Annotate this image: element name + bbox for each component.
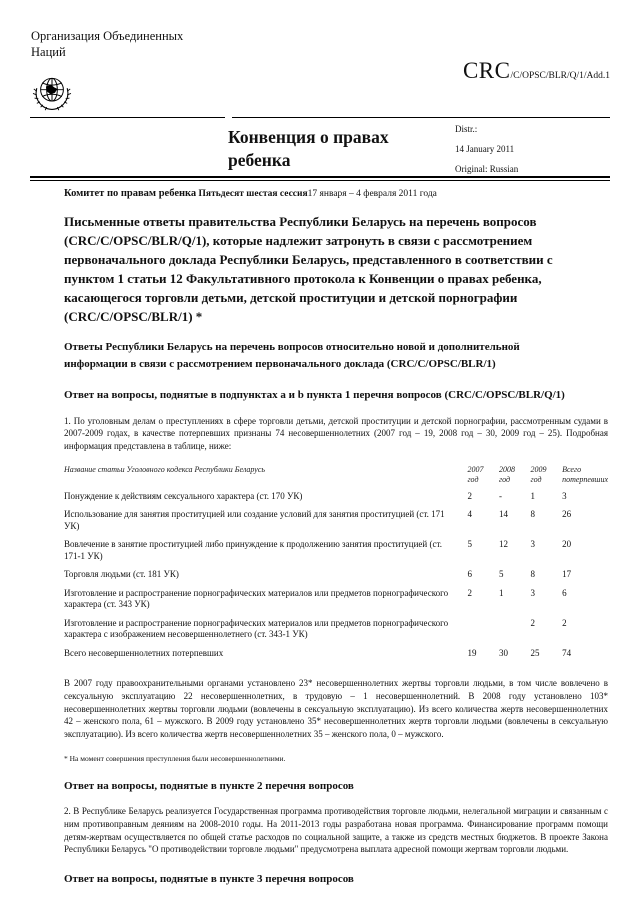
total-cell: 3 bbox=[562, 490, 567, 501]
header-rule-left bbox=[30, 117, 225, 118]
distr-label: Distr.: bbox=[455, 124, 478, 134]
table-row-total bbox=[64, 648, 610, 667]
total-cell: 26 bbox=[562, 509, 572, 520]
value-cell: 6 bbox=[467, 569, 472, 580]
article-cell: Изготовление и распространение порнографических материалов или предметов порнографического характера с изображением несовершеннолетнего (ст. 343-1 УК) bbox=[64, 617, 449, 640]
convention-title: Конвенция о правах ребенка bbox=[228, 127, 389, 170]
value-cell: 30 bbox=[498, 647, 508, 658]
doc-symbol bbox=[463, 58, 610, 84]
value-cell: 5 bbox=[467, 539, 472, 550]
value-cell bbox=[499, 618, 531, 648]
total-cell: 17 bbox=[562, 569, 572, 580]
total-cell: 6 bbox=[562, 587, 567, 598]
value-cell: 2 bbox=[467, 587, 472, 598]
header-double-rule bbox=[30, 176, 610, 181]
victims-table bbox=[64, 465, 610, 667]
value-cell: - bbox=[498, 490, 502, 501]
col-2008-header: 2008 год bbox=[498, 464, 515, 484]
article-cell: Использование для занятия проституцией или создание условий для занятия проституцией (ст. 171 УК) bbox=[64, 509, 445, 531]
value-cell: 4 bbox=[467, 509, 472, 520]
article-cell: Всего несовершеннолетних потерпевших bbox=[64, 647, 224, 658]
article-cell: Изготовление и распространение порнографических материалов или предметов порнографического характера (ст. 343 УК) bbox=[64, 587, 449, 610]
article-cell: Вовлечение в занятие проституцией либо принуждение к продолжению занятия проституцией (ст. 171-1 УК) bbox=[64, 539, 442, 561]
col-2009-header: 2009 год bbox=[530, 464, 547, 484]
document-body bbox=[64, 188, 610, 887]
article-cell: Понуждение к действиям сексуального характера (ст. 170 УК) bbox=[64, 490, 303, 501]
col-article-header: Название статьи Уголовного кодекса Республики Беларусь bbox=[64, 464, 266, 474]
table-row bbox=[64, 491, 610, 510]
value-cell: 19 bbox=[467, 647, 477, 658]
committee-dates: 17 января – 4 февраля 2011 года bbox=[307, 189, 437, 199]
committee-session: Пятьдесят шестая сессия bbox=[198, 189, 308, 199]
main-title: Письменные ответы правительства Республики Беларусь на перечень вопросов (CRC/C/OPSC/BLR/Q/1), которые надлежит затронуть в связи с рассмотрением первоначального доклада Республики Беларусь, представленного в соответствии с пунктом 1 статьи 12 Факультативного протокола к Конвенции о правах ребенка, касающегося торговли детьми, детской проституции и детской порнографии (CRC/C/OPSC/BLR/1) * bbox=[64, 214, 553, 324]
value-cell: 3 bbox=[530, 539, 536, 550]
value-cell: 1 bbox=[498, 587, 504, 598]
total-cell: 2 bbox=[562, 617, 567, 628]
section3-heading: Ответ на вопросы, поднятые в пункте 3 перечня вопросов bbox=[64, 872, 354, 885]
distr-date: 14 January 2011 bbox=[455, 144, 515, 154]
value-cell: 25 bbox=[530, 647, 540, 658]
value-cell: 12 bbox=[498, 539, 508, 550]
value-cell: 2 bbox=[467, 490, 472, 501]
un-org-name bbox=[31, 28, 183, 60]
table-row bbox=[64, 588, 610, 618]
committee-line bbox=[64, 188, 610, 199]
header-rule-right bbox=[232, 117, 610, 118]
table-header-row bbox=[64, 465, 610, 491]
paragraph-statistics: В 2007 году правоохранительными органами установлено 23* несовершеннолетних жертвы торговли людьми, в том числе вовлечено в сексуальную эксплуатацию 22 несовершеннолетних, в трудовую – 1 несовершеннолетний. В 2008 году установлено 103* несовершеннолетних жертвы торговли людьми (вовлечены в сексуальную эксплуатацию). Из всего количества жертв несовершеннолетних 42 – женского пола, 61 – мужского. В 2009 году установлено 35* несовершеннолетних жертв торговли людьми (вовлечены в сексуальную эксплуатацию). Из всего количества жертв несовершеннолетних 35 – женского пола, 0 – мужского. bbox=[64, 678, 608, 739]
paragraph-1: 1. По уголовным делам о преступлениях в сфере торговли детьми, детской проституции и детской порнографии, рассмотренным судами в 2007-2009 годах, в качестве потерпевших признаны 74 несовершеннолетних (2007 год – 19, 2008 год – 30, 2009 год – 25). Подробная информация представлена в таблице, ниже: bbox=[64, 415, 608, 451]
total-cell: 20 bbox=[562, 539, 572, 550]
col-2007-header: 2007 год bbox=[467, 464, 484, 484]
committee-name: Комитет по правам ребенка bbox=[64, 188, 197, 199]
paragraph-2: 2. В Республике Беларусь реализуется Государственная программа противодействия торговле людьми, нелегальной миграции и связанным с ним противоправным деяниям на 2008-2010 годы. На 2011-2013 годы разработана новая программа. Финансирование программ помощи детям-жертвам осуществляется по общей статье расходов по социальной защите, а также из средств местных бюджетов. В проекте Закона Республики Беларусь "О противодействии торговле людьми" предусмотрена выплата адресной помощи жертвам торговли людьми. bbox=[64, 806, 608, 855]
section1-heading: Ответ на вопросы, поднятые в подпунктах a и b пункта 1 перечня вопросов (CRC/C/OPSC/BLR/Q/1) bbox=[64, 389, 565, 401]
total-cell: 74 bbox=[562, 647, 572, 658]
value-cell: 1 bbox=[530, 490, 536, 501]
value-cell: 8 bbox=[530, 569, 536, 580]
article-cell: Торговля людьми (ст. 181 УК) bbox=[64, 569, 179, 580]
distribution-block bbox=[455, 124, 518, 184]
un-org-name-line1: Организация Объединенных bbox=[31, 29, 184, 43]
value-cell: 8 bbox=[530, 509, 536, 520]
col-total-header: Всего потерпевших bbox=[562, 464, 609, 484]
value-cell: 3 bbox=[530, 587, 536, 598]
table-row bbox=[64, 569, 610, 588]
original-lang: Original: Russian bbox=[455, 164, 519, 174]
subtitle: Ответы Республики Беларусь на перечень вопросов относительно новой и дополнительной информации в связи с рассмотрением первоначального доклада (CRC/C/OPSC/BLR/1) bbox=[64, 341, 520, 370]
value-cell: 5 bbox=[498, 569, 504, 580]
table-row bbox=[64, 539, 610, 569]
doc-symbol-suffix: /C/OPSC/BLR/Q/1/Add.1 bbox=[510, 71, 610, 81]
un-org-name-line2: Наций bbox=[31, 45, 66, 59]
table-row bbox=[64, 509, 610, 539]
value-cell: 14 bbox=[498, 509, 508, 520]
doc-symbol-prefix: CRC bbox=[462, 58, 511, 83]
value-cell: 2 bbox=[530, 617, 536, 628]
table-row bbox=[64, 618, 610, 648]
footnote: * На момент совершения преступления были несовершеннолетними. bbox=[64, 753, 286, 763]
value-cell bbox=[467, 618, 499, 648]
section2-heading: Ответ на вопросы, поднятые в пункте 2 перечня вопросов bbox=[64, 779, 354, 792]
un-emblem-icon bbox=[29, 73, 75, 122]
